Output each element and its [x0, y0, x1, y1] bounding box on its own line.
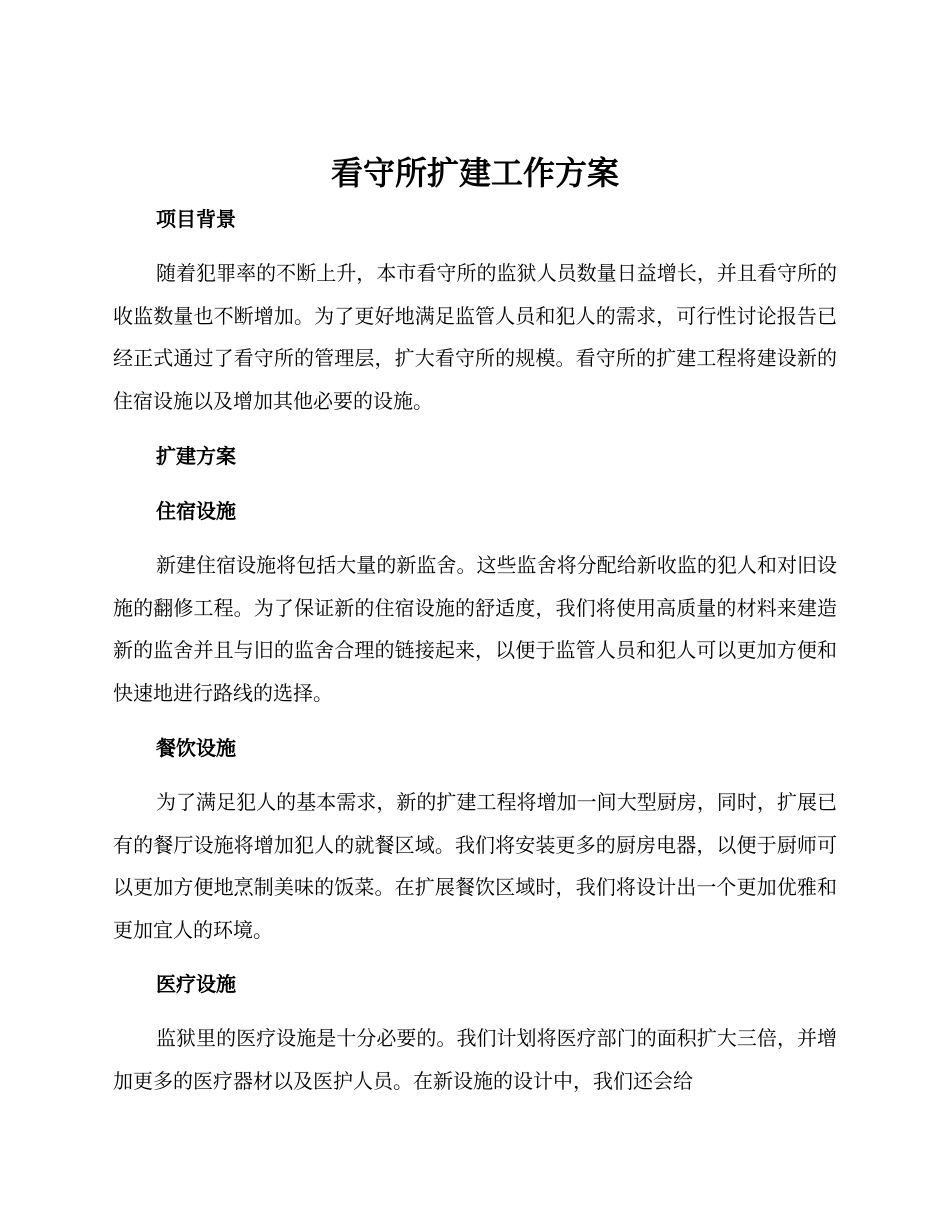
section-heading-housing: 住宿设施: [156, 499, 236, 523]
paragraph-housing: 新建住宿设施将包括大量的新监舍。这些监舍将分配给新收监的犯人和对旧设施的翻修工程。为了保证新的住宿设施的舒适度，我们将使用高质量的材料来建造新的监舍并且与旧的监舍合理的链接起来，以便于监管人员和犯人可以更加方便和快速地进行路线的选择。: [113, 553, 837, 705]
section-heading-dining: 餐饮设施: [156, 736, 236, 760]
section-heading-medical: 医疗设施: [156, 972, 236, 996]
document-title: 看守所扩建工作方案: [330, 154, 619, 192]
section-heading-plan: 扩建方案: [156, 444, 236, 468]
paragraph-background: 随着犯罪率的不断上升，本市看守所的监狱人员数量日益增长，并且看守所的收监数量也不断增加。为了更好地满足监管人员和犯人的需求，可行性讨论报告已经正式通过了看守所的管理层，扩大看守所的规模。看守所的扩建工程将建设新的住宿设施以及增加其他必要的设施。: [113, 261, 837, 413]
section-heading-background: 项目背景: [156, 207, 236, 231]
paragraph-medical: 监狱里的医疗设施是十分必要的。我们计划将医疗部门的面积扩大三倍，并增加更多的医疗器材以及医护人员。在新设施的设计中，我们还会给: [113, 1026, 837, 1093]
paragraph-dining: 为了满足犯人的基本需求，新的扩建工程将增加一间大型厨房，同时，扩展已有的餐厅设施将增加犯人的就餐区域。我们将安装更多的厨房电器，以便于厨师可以更加方便地烹制美味的饭菜。在扩展餐饮区域时，我们将设计出一个更加优雅和更加宜人的环境。: [113, 790, 837, 942]
